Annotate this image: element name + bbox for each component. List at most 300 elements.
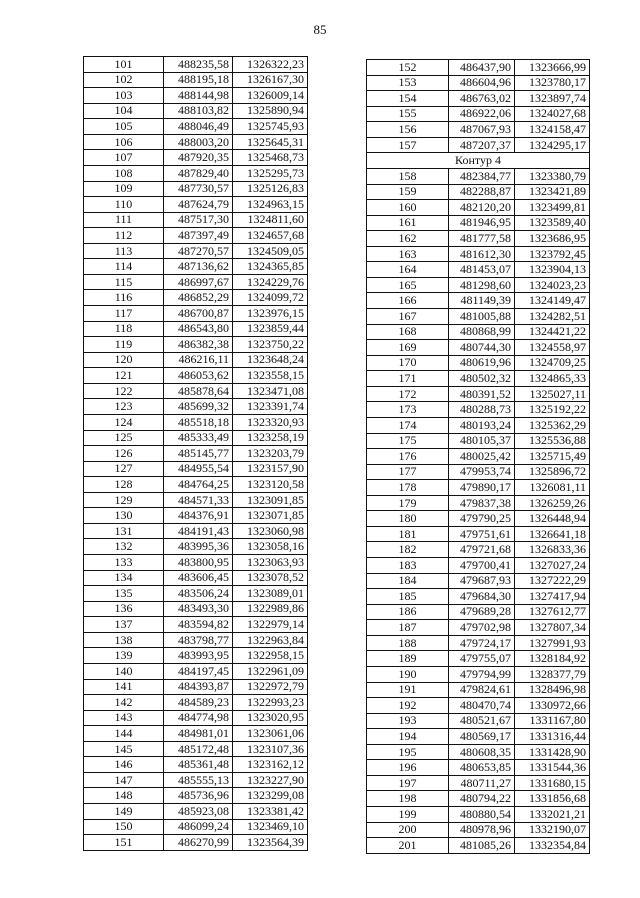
point-number-cell: 169 (367, 340, 449, 356)
table-row (367, 760, 590, 776)
table-row (84, 321, 308, 337)
point-number-cell: 106 (84, 134, 164, 150)
table-row (84, 555, 308, 571)
y-coordinate-cell: 1324282,51 (515, 309, 590, 325)
y-coordinate-cell: 1323162,12 (233, 757, 308, 773)
table-row (367, 651, 590, 667)
point-number-cell: 170 (367, 355, 449, 371)
y-coordinate-cell: 1326448,94 (515, 511, 590, 527)
y-coordinate-cell: 1323089,01 (233, 586, 308, 602)
x-coordinate-cell: 481453,07 (449, 262, 515, 278)
point-number-cell: 166 (367, 293, 449, 309)
y-coordinate-cell: 1323058,16 (233, 539, 308, 555)
x-coordinate-cell: 485172,48 (164, 741, 233, 757)
x-coordinate-cell: 479684,30 (449, 589, 515, 605)
table-row (367, 573, 590, 589)
coordinates-table-left (83, 56, 308, 851)
y-coordinate-cell: 1328377,79 (515, 666, 590, 682)
contour-header-row (367, 153, 590, 169)
y-coordinate-cell: 1322979,14 (233, 617, 308, 633)
table-row (84, 243, 308, 259)
point-number-cell: 127 (84, 461, 164, 477)
x-coordinate-cell: 483606,45 (164, 570, 233, 586)
x-coordinate-cell: 483798,77 (164, 632, 233, 648)
x-coordinate-cell: 481612,30 (449, 246, 515, 262)
point-number-cell: 156 (367, 122, 449, 138)
point-number-cell: 112 (84, 228, 164, 244)
table-row (84, 228, 308, 244)
y-coordinate-cell: 1324865,33 (515, 371, 590, 387)
y-coordinate-cell: 1324421,22 (515, 324, 590, 340)
y-coordinate-cell: 1324811,60 (233, 212, 308, 228)
y-coordinate-cell: 1323107,36 (233, 741, 308, 757)
y-coordinate-cell: 1324963,15 (233, 197, 308, 213)
x-coordinate-cell: 479687,93 (449, 573, 515, 589)
table-row (367, 168, 590, 184)
y-coordinate-cell: 1323421,89 (515, 184, 590, 200)
y-coordinate-cell: 1327222,29 (515, 573, 590, 589)
y-coordinate-cell: 1323750,22 (233, 337, 308, 353)
x-coordinate-cell: 482120,20 (449, 200, 515, 216)
point-number-cell: 118 (84, 321, 164, 337)
y-coordinate-cell: 1327417,94 (515, 589, 590, 605)
point-number-cell: 145 (84, 741, 164, 757)
point-number-cell: 182 (367, 542, 449, 558)
x-coordinate-cell: 483493,30 (164, 601, 233, 617)
point-number-cell: 139 (84, 648, 164, 664)
table-row (367, 558, 590, 574)
table-row (84, 804, 308, 820)
point-number-cell: 123 (84, 399, 164, 415)
point-number-cell: 111 (84, 212, 164, 228)
table-row (84, 757, 308, 773)
x-coordinate-cell: 487829,40 (164, 165, 233, 181)
point-number-cell: 117 (84, 306, 164, 322)
point-number-cell: 176 (367, 449, 449, 465)
y-coordinate-cell: 1324023,23 (515, 277, 590, 293)
coordinates-table-right (366, 59, 590, 854)
table-row (84, 492, 308, 508)
x-coordinate-cell: 486053,62 (164, 368, 233, 384)
y-coordinate-cell: 1323320,93 (233, 414, 308, 430)
x-coordinate-cell: 479702,98 (449, 620, 515, 636)
point-number-cell: 159 (367, 184, 449, 200)
table-row (84, 150, 308, 166)
y-coordinate-cell: 1327991,93 (515, 635, 590, 651)
point-number-cell: 154 (367, 91, 449, 107)
table-row (84, 197, 308, 213)
x-coordinate-cell: 486852,29 (164, 290, 233, 306)
x-coordinate-cell: 480193,24 (449, 417, 515, 433)
y-coordinate-cell: 1325645,31 (233, 134, 308, 150)
x-coordinate-cell: 480391,52 (449, 386, 515, 402)
y-coordinate-cell: 1323589,40 (515, 215, 590, 231)
x-coordinate-cell: 488103,82 (164, 103, 233, 119)
x-coordinate-cell: 488235,58 (164, 57, 233, 73)
point-number-cell: 152 (367, 60, 449, 76)
y-coordinate-cell: 1322961,09 (233, 663, 308, 679)
table-row (367, 682, 590, 698)
point-number-cell: 164 (367, 262, 449, 278)
x-coordinate-cell: 485878,64 (164, 383, 233, 399)
y-coordinate-cell: 1326009,14 (233, 88, 308, 104)
point-number-cell: 131 (84, 523, 164, 539)
y-coordinate-cell: 1325362,29 (515, 417, 590, 433)
y-coordinate-cell: 1323020,95 (233, 710, 308, 726)
table-row (367, 293, 590, 309)
y-coordinate-cell: 1323157,90 (233, 461, 308, 477)
x-coordinate-cell: 479953,74 (449, 464, 515, 480)
x-coordinate-cell: 481777,58 (449, 231, 515, 247)
y-coordinate-cell: 1324709,25 (515, 355, 590, 371)
point-number-cell: 189 (367, 651, 449, 667)
x-coordinate-cell: 485361,48 (164, 757, 233, 773)
y-coordinate-cell: 1323381,42 (233, 804, 308, 820)
x-coordinate-cell: 485736,96 (164, 788, 233, 804)
x-coordinate-cell: 479837,38 (449, 495, 515, 511)
point-number-cell: 197 (367, 775, 449, 791)
point-number-cell: 187 (367, 620, 449, 636)
point-number-cell: 105 (84, 119, 164, 135)
point-number-cell: 144 (84, 726, 164, 742)
x-coordinate-cell: 480288,73 (449, 402, 515, 418)
table-row (367, 417, 590, 433)
table-row (84, 835, 308, 851)
contour-label: Контур 4 (367, 153, 590, 169)
x-coordinate-cell: 485145,77 (164, 446, 233, 462)
point-number-cell: 193 (367, 713, 449, 729)
y-coordinate-cell: 1327807,34 (515, 620, 590, 636)
x-coordinate-cell: 485518,18 (164, 414, 233, 430)
x-coordinate-cell: 488144,98 (164, 88, 233, 104)
x-coordinate-cell: 486099,24 (164, 819, 233, 835)
x-coordinate-cell: 484571,33 (164, 492, 233, 508)
x-coordinate-cell: 487207,37 (449, 137, 515, 153)
point-number-cell: 134 (84, 570, 164, 586)
point-number-cell: 108 (84, 165, 164, 181)
point-number-cell: 141 (84, 679, 164, 695)
y-coordinate-cell: 1323558,15 (233, 368, 308, 384)
table-row (367, 355, 590, 371)
y-coordinate-cell: 1323091,85 (233, 492, 308, 508)
y-coordinate-cell: 1324158,47 (515, 122, 590, 138)
x-coordinate-cell: 483995,36 (164, 539, 233, 555)
point-number-cell: 172 (367, 386, 449, 402)
table-row (84, 586, 308, 602)
x-coordinate-cell: 488046,49 (164, 119, 233, 135)
point-number-cell: 126 (84, 446, 164, 462)
x-coordinate-cell: 484197,45 (164, 663, 233, 679)
table-row (84, 103, 308, 119)
table-row (367, 791, 590, 807)
x-coordinate-cell: 487920,35 (164, 150, 233, 166)
table-row (367, 324, 590, 340)
x-coordinate-cell: 479721,68 (449, 542, 515, 558)
y-coordinate-cell: 1332190,07 (515, 822, 590, 838)
point-number-cell: 133 (84, 555, 164, 571)
table-row (84, 57, 308, 73)
x-coordinate-cell: 486922,06 (449, 106, 515, 122)
y-coordinate-cell: 1323061,06 (233, 726, 308, 742)
point-number-cell: 148 (84, 788, 164, 804)
x-coordinate-cell: 481085,26 (449, 838, 515, 854)
point-number-cell: 191 (367, 682, 449, 698)
table-row (84, 430, 308, 446)
y-coordinate-cell: 1331167,80 (515, 713, 590, 729)
table-row (84, 741, 308, 757)
x-coordinate-cell: 484191,43 (164, 523, 233, 539)
point-number-cell: 107 (84, 150, 164, 166)
x-coordinate-cell: 485699,32 (164, 399, 233, 415)
point-number-cell: 200 (367, 822, 449, 838)
y-coordinate-cell: 1325890,94 (233, 103, 308, 119)
table-row (84, 72, 308, 88)
point-number-cell: 163 (367, 246, 449, 262)
table-row (367, 464, 590, 480)
x-coordinate-cell: 484376,91 (164, 508, 233, 524)
y-coordinate-cell: 1324149,47 (515, 293, 590, 309)
x-coordinate-cell: 480521,67 (449, 713, 515, 729)
x-coordinate-cell: 484981,01 (164, 726, 233, 742)
x-coordinate-cell: 486270,99 (164, 835, 233, 851)
x-coordinate-cell: 487397,49 (164, 228, 233, 244)
x-coordinate-cell: 480025,42 (449, 449, 515, 465)
y-coordinate-cell: 1323976,15 (233, 306, 308, 322)
x-coordinate-cell: 484774,98 (164, 710, 233, 726)
table-row (84, 134, 308, 150)
y-coordinate-cell: 1323063,93 (233, 555, 308, 571)
y-coordinate-cell: 1323648,24 (233, 352, 308, 368)
y-coordinate-cell: 1323120,58 (233, 477, 308, 493)
y-coordinate-cell: 1322958,15 (233, 648, 308, 664)
y-coordinate-cell: 1324295,17 (515, 137, 590, 153)
y-coordinate-cell: 1323391,74 (233, 399, 308, 415)
y-coordinate-cell: 1323686,95 (515, 231, 590, 247)
x-coordinate-cell: 486382,38 (164, 337, 233, 353)
point-number-cell: 181 (367, 526, 449, 542)
point-number-cell: 173 (367, 402, 449, 418)
table-row (84, 570, 308, 586)
x-coordinate-cell: 481946,95 (449, 215, 515, 231)
table-row (84, 477, 308, 493)
point-number-cell: 180 (367, 511, 449, 527)
point-number-cell: 136 (84, 601, 164, 617)
x-coordinate-cell: 486604,96 (449, 75, 515, 91)
x-coordinate-cell: 479755,07 (449, 651, 515, 667)
point-number-cell: 179 (367, 495, 449, 511)
point-number-cell: 194 (367, 729, 449, 745)
point-number-cell: 174 (367, 417, 449, 433)
y-coordinate-cell: 1324657,68 (233, 228, 308, 244)
y-coordinate-cell: 1323469,10 (233, 819, 308, 835)
x-coordinate-cell: 479794,99 (449, 666, 515, 682)
table-row (367, 60, 590, 76)
y-coordinate-cell: 1324099,72 (233, 290, 308, 306)
x-coordinate-cell: 486700,87 (164, 306, 233, 322)
y-coordinate-cell: 1323071,85 (233, 508, 308, 524)
y-coordinate-cell: 1323299,08 (233, 788, 308, 804)
x-coordinate-cell: 486543,80 (164, 321, 233, 337)
x-coordinate-cell: 480868,99 (449, 324, 515, 340)
x-coordinate-cell: 487517,30 (164, 212, 233, 228)
table-row (84, 648, 308, 664)
x-coordinate-cell: 484393,87 (164, 679, 233, 695)
y-coordinate-cell: 1327027,24 (515, 558, 590, 574)
table-row (84, 508, 308, 524)
y-coordinate-cell: 1322989,86 (233, 601, 308, 617)
point-number-cell: 122 (84, 383, 164, 399)
table-row (84, 523, 308, 539)
table-row (367, 231, 590, 247)
x-coordinate-cell: 480653,85 (449, 760, 515, 776)
y-coordinate-cell: 1326833,36 (515, 542, 590, 558)
y-coordinate-cell: 1324229,76 (233, 274, 308, 290)
y-coordinate-cell: 1325126,83 (233, 181, 308, 197)
table-row (84, 383, 308, 399)
point-number-cell: 186 (367, 604, 449, 620)
table-row (84, 274, 308, 290)
table-row (367, 620, 590, 636)
point-number-cell: 109 (84, 181, 164, 197)
table-row (84, 88, 308, 104)
table-row (84, 617, 308, 633)
y-coordinate-cell: 1326259,26 (515, 495, 590, 511)
point-number-cell: 146 (84, 757, 164, 773)
point-number-cell: 158 (367, 168, 449, 184)
point-number-cell: 124 (84, 414, 164, 430)
right-table-body (367, 60, 590, 854)
x-coordinate-cell: 479890,17 (449, 480, 515, 496)
table-row (367, 137, 590, 153)
table-row (84, 368, 308, 384)
point-number-cell: 102 (84, 72, 164, 88)
point-number-cell: 147 (84, 772, 164, 788)
x-coordinate-cell: 485333,49 (164, 430, 233, 446)
point-number-cell: 178 (367, 480, 449, 496)
point-number-cell: 161 (367, 215, 449, 231)
point-number-cell: 119 (84, 337, 164, 353)
table-row (367, 91, 590, 107)
x-coordinate-cell: 487730,57 (164, 181, 233, 197)
x-coordinate-cell: 479689,28 (449, 604, 515, 620)
point-number-cell: 198 (367, 791, 449, 807)
y-coordinate-cell: 1328184,92 (515, 651, 590, 667)
y-coordinate-cell: 1324509,05 (233, 243, 308, 259)
y-coordinate-cell: 1324558,97 (515, 340, 590, 356)
table-row (84, 819, 308, 835)
x-coordinate-cell: 487624,79 (164, 197, 233, 213)
point-number-cell: 184 (367, 573, 449, 589)
y-coordinate-cell: 1332021,21 (515, 807, 590, 823)
table-row (367, 386, 590, 402)
point-number-cell: 190 (367, 666, 449, 682)
x-coordinate-cell: 482288,87 (449, 184, 515, 200)
point-number-cell: 143 (84, 710, 164, 726)
y-coordinate-cell: 1325896,72 (515, 464, 590, 480)
point-number-cell: 138 (84, 632, 164, 648)
point-number-cell: 103 (84, 88, 164, 104)
x-coordinate-cell: 480880,54 (449, 807, 515, 823)
table-row (367, 542, 590, 558)
point-number-cell: 167 (367, 309, 449, 325)
point-number-cell: 192 (367, 698, 449, 714)
x-coordinate-cell: 480502,32 (449, 371, 515, 387)
point-number-cell: 113 (84, 243, 164, 259)
table-row (367, 309, 590, 325)
x-coordinate-cell: 486763,02 (449, 91, 515, 107)
point-number-cell: 160 (367, 200, 449, 216)
table-row (84, 119, 308, 135)
table-row (84, 399, 308, 415)
x-coordinate-cell: 484955,54 (164, 461, 233, 477)
x-coordinate-cell: 480608,35 (449, 744, 515, 760)
point-number-cell: 171 (367, 371, 449, 387)
point-number-cell: 114 (84, 259, 164, 275)
y-coordinate-cell: 1325536,88 (515, 433, 590, 449)
table-row (367, 262, 590, 278)
point-number-cell: 128 (84, 477, 164, 493)
y-coordinate-cell: 1324365,85 (233, 259, 308, 275)
table-row (367, 822, 590, 838)
y-coordinate-cell: 1330972,66 (515, 698, 590, 714)
x-coordinate-cell: 486997,67 (164, 274, 233, 290)
table-row (367, 215, 590, 231)
y-coordinate-cell: 1326167,30 (233, 72, 308, 88)
table-row (367, 807, 590, 823)
y-coordinate-cell: 1323499,81 (515, 200, 590, 216)
y-coordinate-cell: 1325715,49 (515, 449, 590, 465)
x-coordinate-cell: 480470,74 (449, 698, 515, 714)
y-coordinate-cell: 1323203,79 (233, 446, 308, 462)
table-row (367, 526, 590, 542)
y-coordinate-cell: 1331856,68 (515, 791, 590, 807)
y-coordinate-cell: 1325192,22 (515, 402, 590, 418)
x-coordinate-cell: 486216,11 (164, 352, 233, 368)
point-number-cell: 137 (84, 617, 164, 633)
x-coordinate-cell: 481149,39 (449, 293, 515, 309)
table-row (367, 402, 590, 418)
point-number-cell: 149 (84, 804, 164, 820)
table-row (367, 371, 590, 387)
table-row (367, 744, 590, 760)
y-coordinate-cell: 1323792,45 (515, 246, 590, 262)
table-row (367, 277, 590, 293)
table-row (84, 259, 308, 275)
point-number-cell: 140 (84, 663, 164, 679)
table-row (367, 589, 590, 605)
x-coordinate-cell: 481298,60 (449, 277, 515, 293)
y-coordinate-cell: 1325027,11 (515, 386, 590, 402)
y-coordinate-cell: 1323666,99 (515, 60, 590, 76)
point-number-cell: 155 (367, 106, 449, 122)
point-number-cell: 162 (367, 231, 449, 247)
x-coordinate-cell: 484764,25 (164, 477, 233, 493)
point-number-cell: 201 (367, 838, 449, 854)
x-coordinate-cell: 486437,90 (449, 60, 515, 76)
table-row (84, 726, 308, 742)
table-row (84, 461, 308, 477)
y-coordinate-cell: 1331680,15 (515, 775, 590, 791)
x-coordinate-cell: 483800,95 (164, 555, 233, 571)
table-row (84, 663, 308, 679)
point-number-cell: 153 (367, 75, 449, 91)
y-coordinate-cell: 1322993,23 (233, 695, 308, 711)
point-number-cell: 151 (84, 835, 164, 851)
y-coordinate-cell: 1326322,23 (233, 57, 308, 73)
y-coordinate-cell: 1323060,98 (233, 523, 308, 539)
x-coordinate-cell: 484589,23 (164, 695, 233, 711)
table-row (367, 666, 590, 682)
